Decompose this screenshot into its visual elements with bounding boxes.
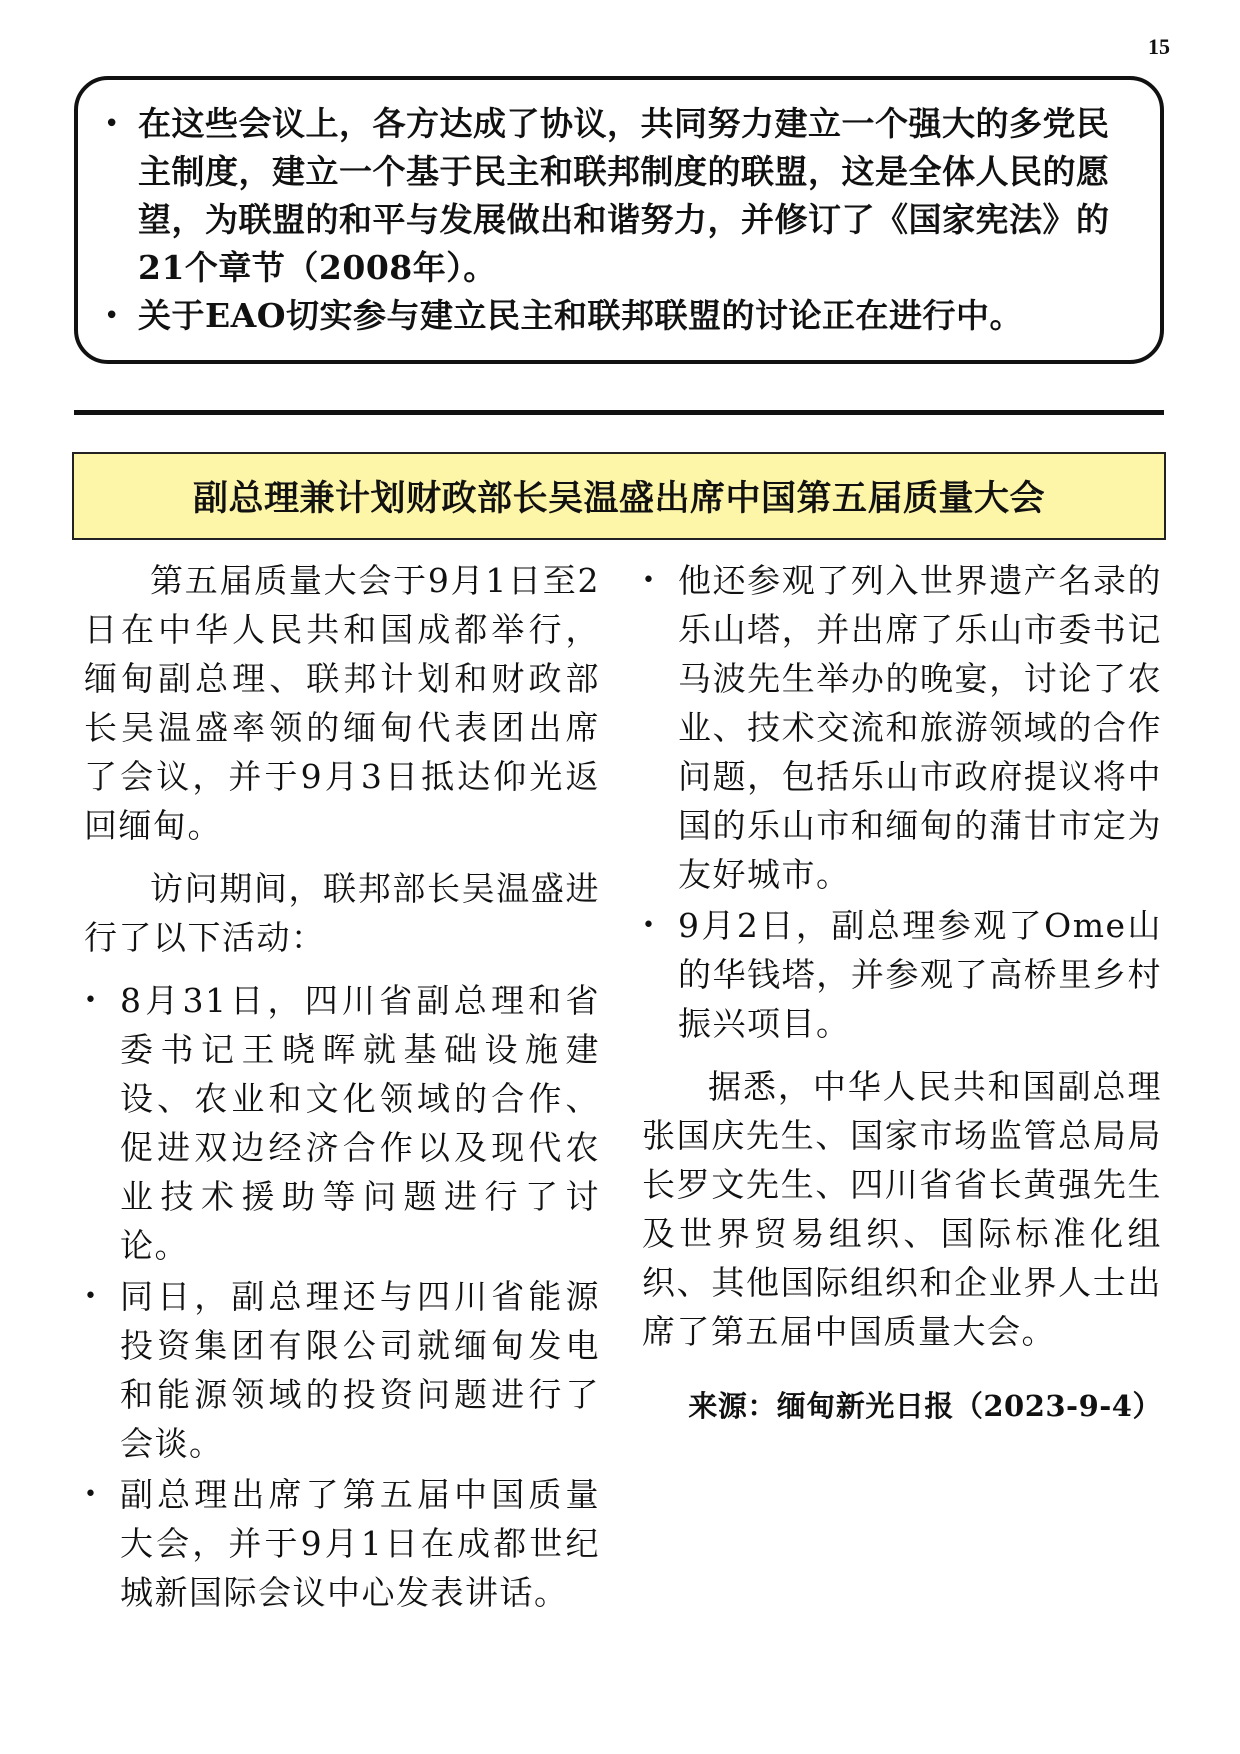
article-paragraph: 访问期间，联邦部长吴温盛进行了以下活动：	[84, 869, 600, 957]
callout-bullet: • 关于EAO切实参与建立民主和联邦联盟的讨论正在进行中。	[104, 292, 1134, 340]
activity-list	[84, 976, 600, 1617]
article-left-column	[84, 556, 600, 1631]
activity-item: • 副总理出席了第五届中国质量大会，并于9月1日在成都世纪城新国际会议中心发表讲话。	[84, 1470, 600, 1617]
activity-item: • 同日，副总理还与四川省能源投资集团有限公司就缅甸发电和能源领域的投资问题进行了会谈。	[84, 1272, 600, 1468]
article-right-column	[642, 556, 1162, 1431]
article-paragraph: 第五届质量大会于9月1日至2日在中华人民共和国成都举行，缅甸副总理、联邦计划和财政部长吴温盛率领的缅甸代表团出席了会议，并于9月3日抵达仰光返回缅甸。	[84, 561, 600, 845]
activity-list	[642, 556, 1162, 1048]
callout-list	[104, 100, 1134, 340]
page-number: 15	[1148, 34, 1170, 59]
article-paragraph: 据悉，中华人民共和国副总理张国庆先生、国家市场监管总局局长罗文先生、四川省省长黄强先生及世界贸易组织、国际标准化组织、其他国际组织和企业界人士出席了第五届中国质量大会。	[642, 1067, 1162, 1351]
activity-item: • 9月2日，副总理参观了Ome山的华钱塔，并参观了高桥里乡村振兴项目。	[642, 901, 1162, 1048]
callout-box	[74, 76, 1164, 364]
activity-item: • 他还参观了列入世界遗产名录的乐山塔，并出席了乐山市委书记马波先生举办的晚宴，讨论了农业、技术交流和旅游领域的合作问题，包括乐山市政府提议将中国的乐山市和缅甸的蒲甘市定为友好城市。	[642, 556, 1162, 899]
section-divider	[74, 410, 1164, 415]
article-title: 副总理兼计划财政部长吴温盛出席中国第五届质量大会	[72, 452, 1166, 540]
callout-bullet: • 在这些会议上，各方达成了协议，共同努力建立一个强大的多党民主制度，建立一个基于民主和联邦制度的联盟，这是全体人民的愿望，为联盟的和平与发展做出和谐努力，并修订了《国家宪法》的21个章节（2008年）。	[104, 100, 1134, 292]
source-citation: 来源：缅甸新光日报（2023-9-4）	[688, 1389, 1162, 1423]
activity-item: • 8月31日，四川省副总理和省委书记王晓晖就基础设施建设、农业和文化领域的合作、促进双边经济合作以及现代农业技术援助等问题进行了讨论。	[84, 976, 600, 1270]
